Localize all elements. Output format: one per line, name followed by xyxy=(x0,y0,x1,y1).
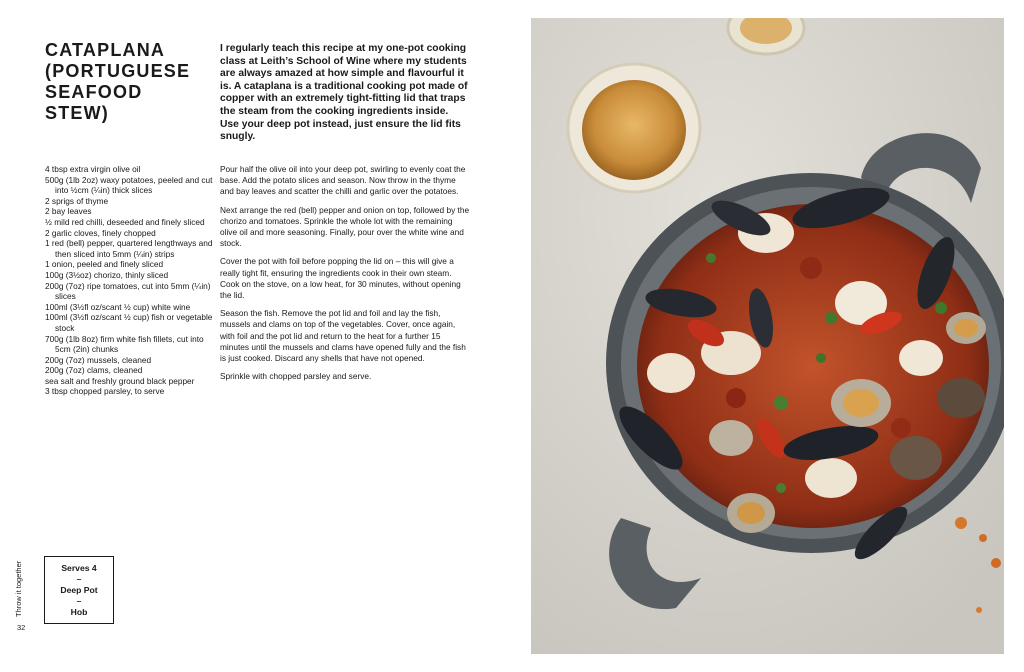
clam-meat xyxy=(843,389,879,417)
ingredient-item: 3 tbsp chopped parsley, to serve xyxy=(45,386,165,397)
seafood-stew-pot-photo xyxy=(531,18,1004,654)
sauce-drop xyxy=(955,517,967,529)
recipe-title: CATAPLANA (PORTUGUESE SEAFOOD STEW) xyxy=(45,40,191,123)
parsley xyxy=(706,253,716,263)
chorizo-slice xyxy=(726,388,746,408)
ingredient-item: 2 sprigs of thyme xyxy=(45,195,109,206)
ingredient-item: 500g (1lb 2oz) waxy potatoes, peeled and cut into ½cm (¼in) thick slices xyxy=(45,174,213,196)
method-step: Season the fish. Remove the pot lid and foil and lay the fish, mussels and clams on top of the vegetables. Cover, once again, with foil and the pot lid and return to the heat for a further 15 minutes until the mussels and clams have opened fully and the fish is just cooked. Discard any shells that have not opened. xyxy=(220,308,466,364)
sauce-drop xyxy=(976,607,982,613)
right-page xyxy=(512,0,1024,672)
ingredient-item: 2 garlic cloves, finely chopped xyxy=(45,227,156,238)
ingredient-item: 100ml (3½fl oz/scant ½ cup) white wine xyxy=(45,301,191,312)
method-step: Cover the pot with foil before popping the lid on – this will give a really tight fit, ensuring the ingredients cook in their own steam. Cook on the stove, on a low heat, for 30 minutes, without opening the lid. xyxy=(220,256,461,301)
method-step: Next arrange the red (bell) pepper and onion on top, followed by the chorizo and tomatoes. Sprinkle the whole lot with the remaining olive oil and more seasoning. Finally, pour over the white wine and stock. xyxy=(220,204,470,249)
fish-chunk xyxy=(805,458,857,498)
ingredient-item: 1 onion, peeled and finely sliced xyxy=(45,259,164,270)
clam xyxy=(937,378,985,418)
method-steps xyxy=(220,164,470,389)
recipe-info-box xyxy=(44,556,114,624)
fish-chunk xyxy=(899,340,943,376)
info-separator: – xyxy=(76,596,82,606)
recipe-intro: I regularly teach this recipe at my one-pot cooking class at Leith’s School of Wine where my students are always amazed at how simple and flavourful it is. A cataplana is a traditional cooking pot made of copper with an extremely tight-fitting lid that traps the steam from the cooking ingredients inside. Use your deep pot instead, just ensure the lid fits snugly. xyxy=(220,43,468,143)
ingredient-item: 200g (7oz) mussels, cleaned xyxy=(45,354,152,365)
parsley xyxy=(816,353,826,363)
clam-meat xyxy=(737,502,765,524)
equipment-label: Deep Pot xyxy=(60,585,98,595)
parsley xyxy=(935,302,947,314)
cooking-method-label: Hob xyxy=(70,607,88,617)
clam xyxy=(709,420,753,456)
parsley xyxy=(776,483,786,493)
ingredient-item: 700g (1lb 8oz) firm white fish fillets, cut into 5cm (2in) chunks xyxy=(45,333,204,355)
parsley xyxy=(825,312,837,324)
clam xyxy=(890,436,942,480)
photo-illustration xyxy=(531,18,1004,654)
ingredient-item: 200g (7oz) clams, cleaned xyxy=(45,365,143,376)
sauce-drop xyxy=(991,558,1001,568)
ingredient-item: 2 bay leaves xyxy=(45,206,92,217)
ingredients-list xyxy=(45,164,215,397)
page-number: 32 xyxy=(17,623,26,632)
ingredient-item: sea salt and freshly ground black pepper xyxy=(45,375,195,386)
ingredient-item: 1 red (bell) pepper, quartered lengthways and then sliced into 5mm (¼in) strips xyxy=(45,238,213,259)
clam-meat xyxy=(954,319,978,337)
ingredient-item: ½ mild red chilli, deseeded and finely sliced xyxy=(45,216,205,227)
fish-chunk xyxy=(647,353,695,393)
method-step: Sprinkle with chopped parsley and serve. xyxy=(220,371,372,382)
ingredient-item: 100ml (3½fl oz/scant ½ cup) fish or vegetable stock xyxy=(45,312,213,333)
section-label: Throw it together xyxy=(14,560,23,617)
serves-label: Serves 4 xyxy=(61,563,97,573)
method-step: Pour half the olive oil into your deep pot, swirling to evenly coat the base. Add the potato slices and season. Now throw in the thyme and bay leaves and scatter the chilli and garlic over the potatoes. xyxy=(220,164,466,197)
ingredient-item: 200g (7oz) ripe tomatoes, cut into 5mm (¼in) slices xyxy=(45,280,211,302)
sauce-drop xyxy=(979,534,987,542)
beer xyxy=(582,80,686,180)
chorizo-slice xyxy=(800,257,822,279)
parsley xyxy=(774,396,788,410)
ingredient-item: 100g (3½oz) chorizo, thinly sliced xyxy=(45,269,169,280)
ingredient-item: 4 tbsp extra virgin olive oil xyxy=(45,164,141,174)
info-separator: – xyxy=(76,574,82,584)
chorizo-slice xyxy=(891,418,911,438)
